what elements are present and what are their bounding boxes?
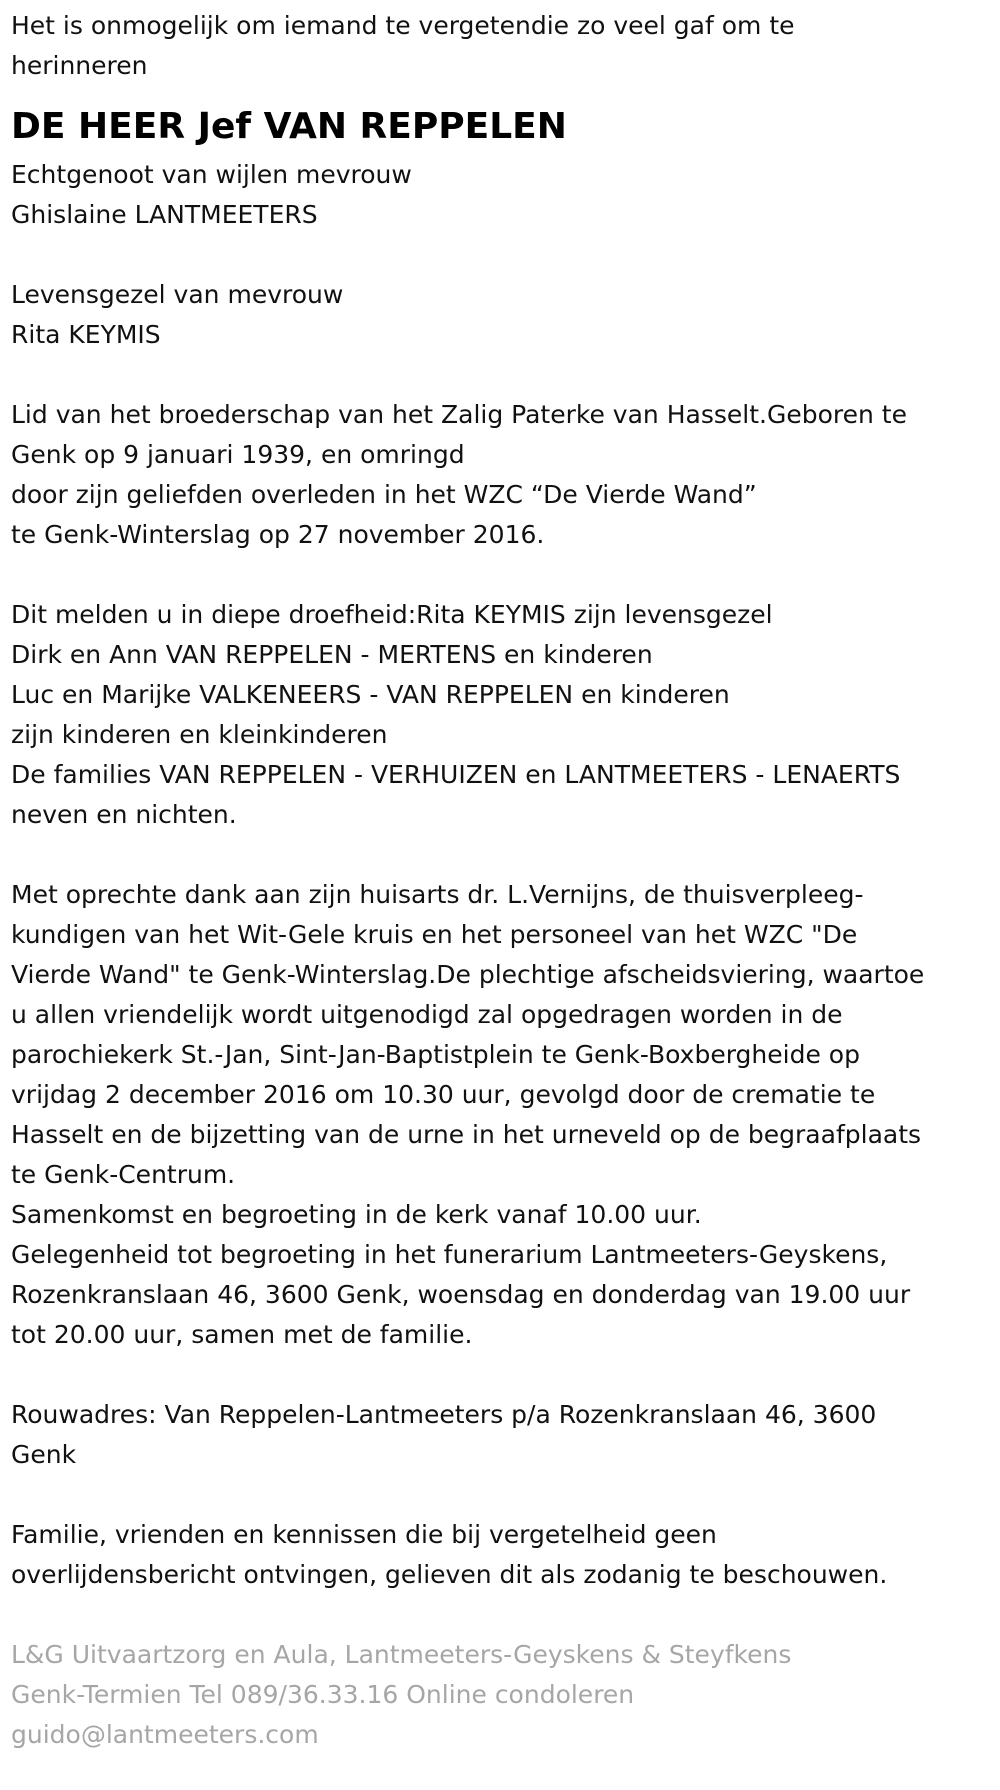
- spouse-section: [11, 155, 992, 235]
- mourners-line: Dirk en Ann VAN REPPELEN - MERTENS en kinderen: [11, 640, 653, 669]
- quote-line: Het is onmogelijk om iemand te vergetendie zo veel gaf om te: [11, 11, 795, 40]
- footer-line: Genk-Termien Tel 089/36.33.16 Online condoleren: [11, 1680, 635, 1709]
- footer-line: L&G Uitvaartzorg en Aula, Lantmeeters-Geyskens & Steyfkens: [11, 1640, 792, 1669]
- biography-section: [11, 395, 992, 555]
- quote-line: herinneren: [11, 51, 148, 80]
- footer-email: guido@lantmeeters.com: [11, 1720, 319, 1749]
- visitation-line: Gelegenheid tot begroeting in het funerarium Lantmeeters-Geyskens,: [11, 1240, 888, 1269]
- spouse-line: Ghislaine LANTMEETERS: [11, 200, 318, 229]
- mourning-address-section: [11, 1395, 992, 1475]
- thanks-line: Hasselt en de bijzetting van de urne in het urneveld op de begraafplaats: [11, 1120, 922, 1149]
- visitation-line: tot 20.00 uur, samen met de familie.: [11, 1320, 473, 1349]
- visitation-line: Rozenkranslaan 46, 3600 Genk, woensdag en donderdag van 19.00 uur: [11, 1280, 911, 1309]
- mourning-address-line: Genk: [11, 1440, 77, 1469]
- biography-line: Genk op 9 januari 1939, en omringd: [11, 440, 465, 469]
- visitation-section: [11, 1235, 992, 1355]
- biography-line: te Genk-Winterslag op 27 november 2016.: [11, 520, 545, 549]
- thanks-line: parochiekerk St.-Jan, Sint-Jan-Baptistplein te Genk-Boxbergheide op: [11, 1040, 860, 1069]
- mourners-line: De families VAN REPPELEN - VERHUIZEN en LANTMEETERS - LENAERTS: [11, 760, 901, 789]
- partner-line: Levensgezel van mevrouw: [11, 280, 344, 309]
- mourners-line: Luc en Marijke VALKENEERS - VAN REPPELEN en kinderen: [11, 680, 730, 709]
- thanks-line: vrijdag 2 december 2016 om 10.30 uur, gevolgd door de crematie te: [11, 1080, 876, 1109]
- memorial-quote: [11, 6, 992, 86]
- disclaimer-line: Familie, vrienden en kennissen die bij vergetelheid geen: [11, 1520, 717, 1549]
- funeral-home-footer: [11, 1635, 992, 1755]
- gathering-info: [11, 1195, 992, 1235]
- disclaimer-section: [11, 1515, 992, 1595]
- gathering-line: Samenkomst en begroeting in de kerk vanaf 10.00 uur.: [11, 1200, 702, 1229]
- deceased-name: DE HEER Jef VAN REPPELEN: [11, 106, 567, 147]
- mourners-section: [11, 595, 992, 835]
- mourners-line: neven en nichten.: [11, 800, 237, 829]
- thanks-line: u allen vriendelijk wordt uitgenodigd zal opgedragen worden in de: [11, 1000, 843, 1029]
- thanks-line: Met oprechte dank aan zijn huisarts dr. L.Vernijns, de thuisverpleeg-: [11, 880, 864, 909]
- thanks-line: Vierde Wand" te Genk-Winterslag.De plechtige afscheidsviering, waartoe: [11, 960, 925, 989]
- biography-line: door zijn geliefden overleden in het WZC “De Vierde Wand”: [11, 480, 757, 509]
- partner-section: [11, 275, 992, 355]
- spouse-line: Echtgenoot van wijlen mevrouw: [11, 160, 412, 189]
- thanks-line: kundigen van het Wit-Gele kruis en het personeel van het WZC "De: [11, 920, 858, 949]
- thanks-line: te Genk-Centrum.: [11, 1160, 236, 1189]
- partner-line: Rita KEYMIS: [11, 320, 161, 349]
- disclaimer-line: overlijdensbericht ontvingen, gelieven dit als zodanig te beschouwen.: [11, 1560, 888, 1589]
- mourning-address-line: Rouwadres: Van Reppelen-Lantmeeters p/a Rozenkranslaan 46, 3600: [11, 1400, 877, 1429]
- biography-line: Lid van het broederschap van het Zalig Paterke van Hasselt.Geboren te: [11, 400, 907, 429]
- mourners-line: zijn kinderen en kleinkinderen: [11, 720, 388, 749]
- thanks-section: [11, 875, 992, 1195]
- mourners-line: Dit melden u in diepe droefheid:Rita KEYMIS zijn levensgezel: [11, 600, 773, 629]
